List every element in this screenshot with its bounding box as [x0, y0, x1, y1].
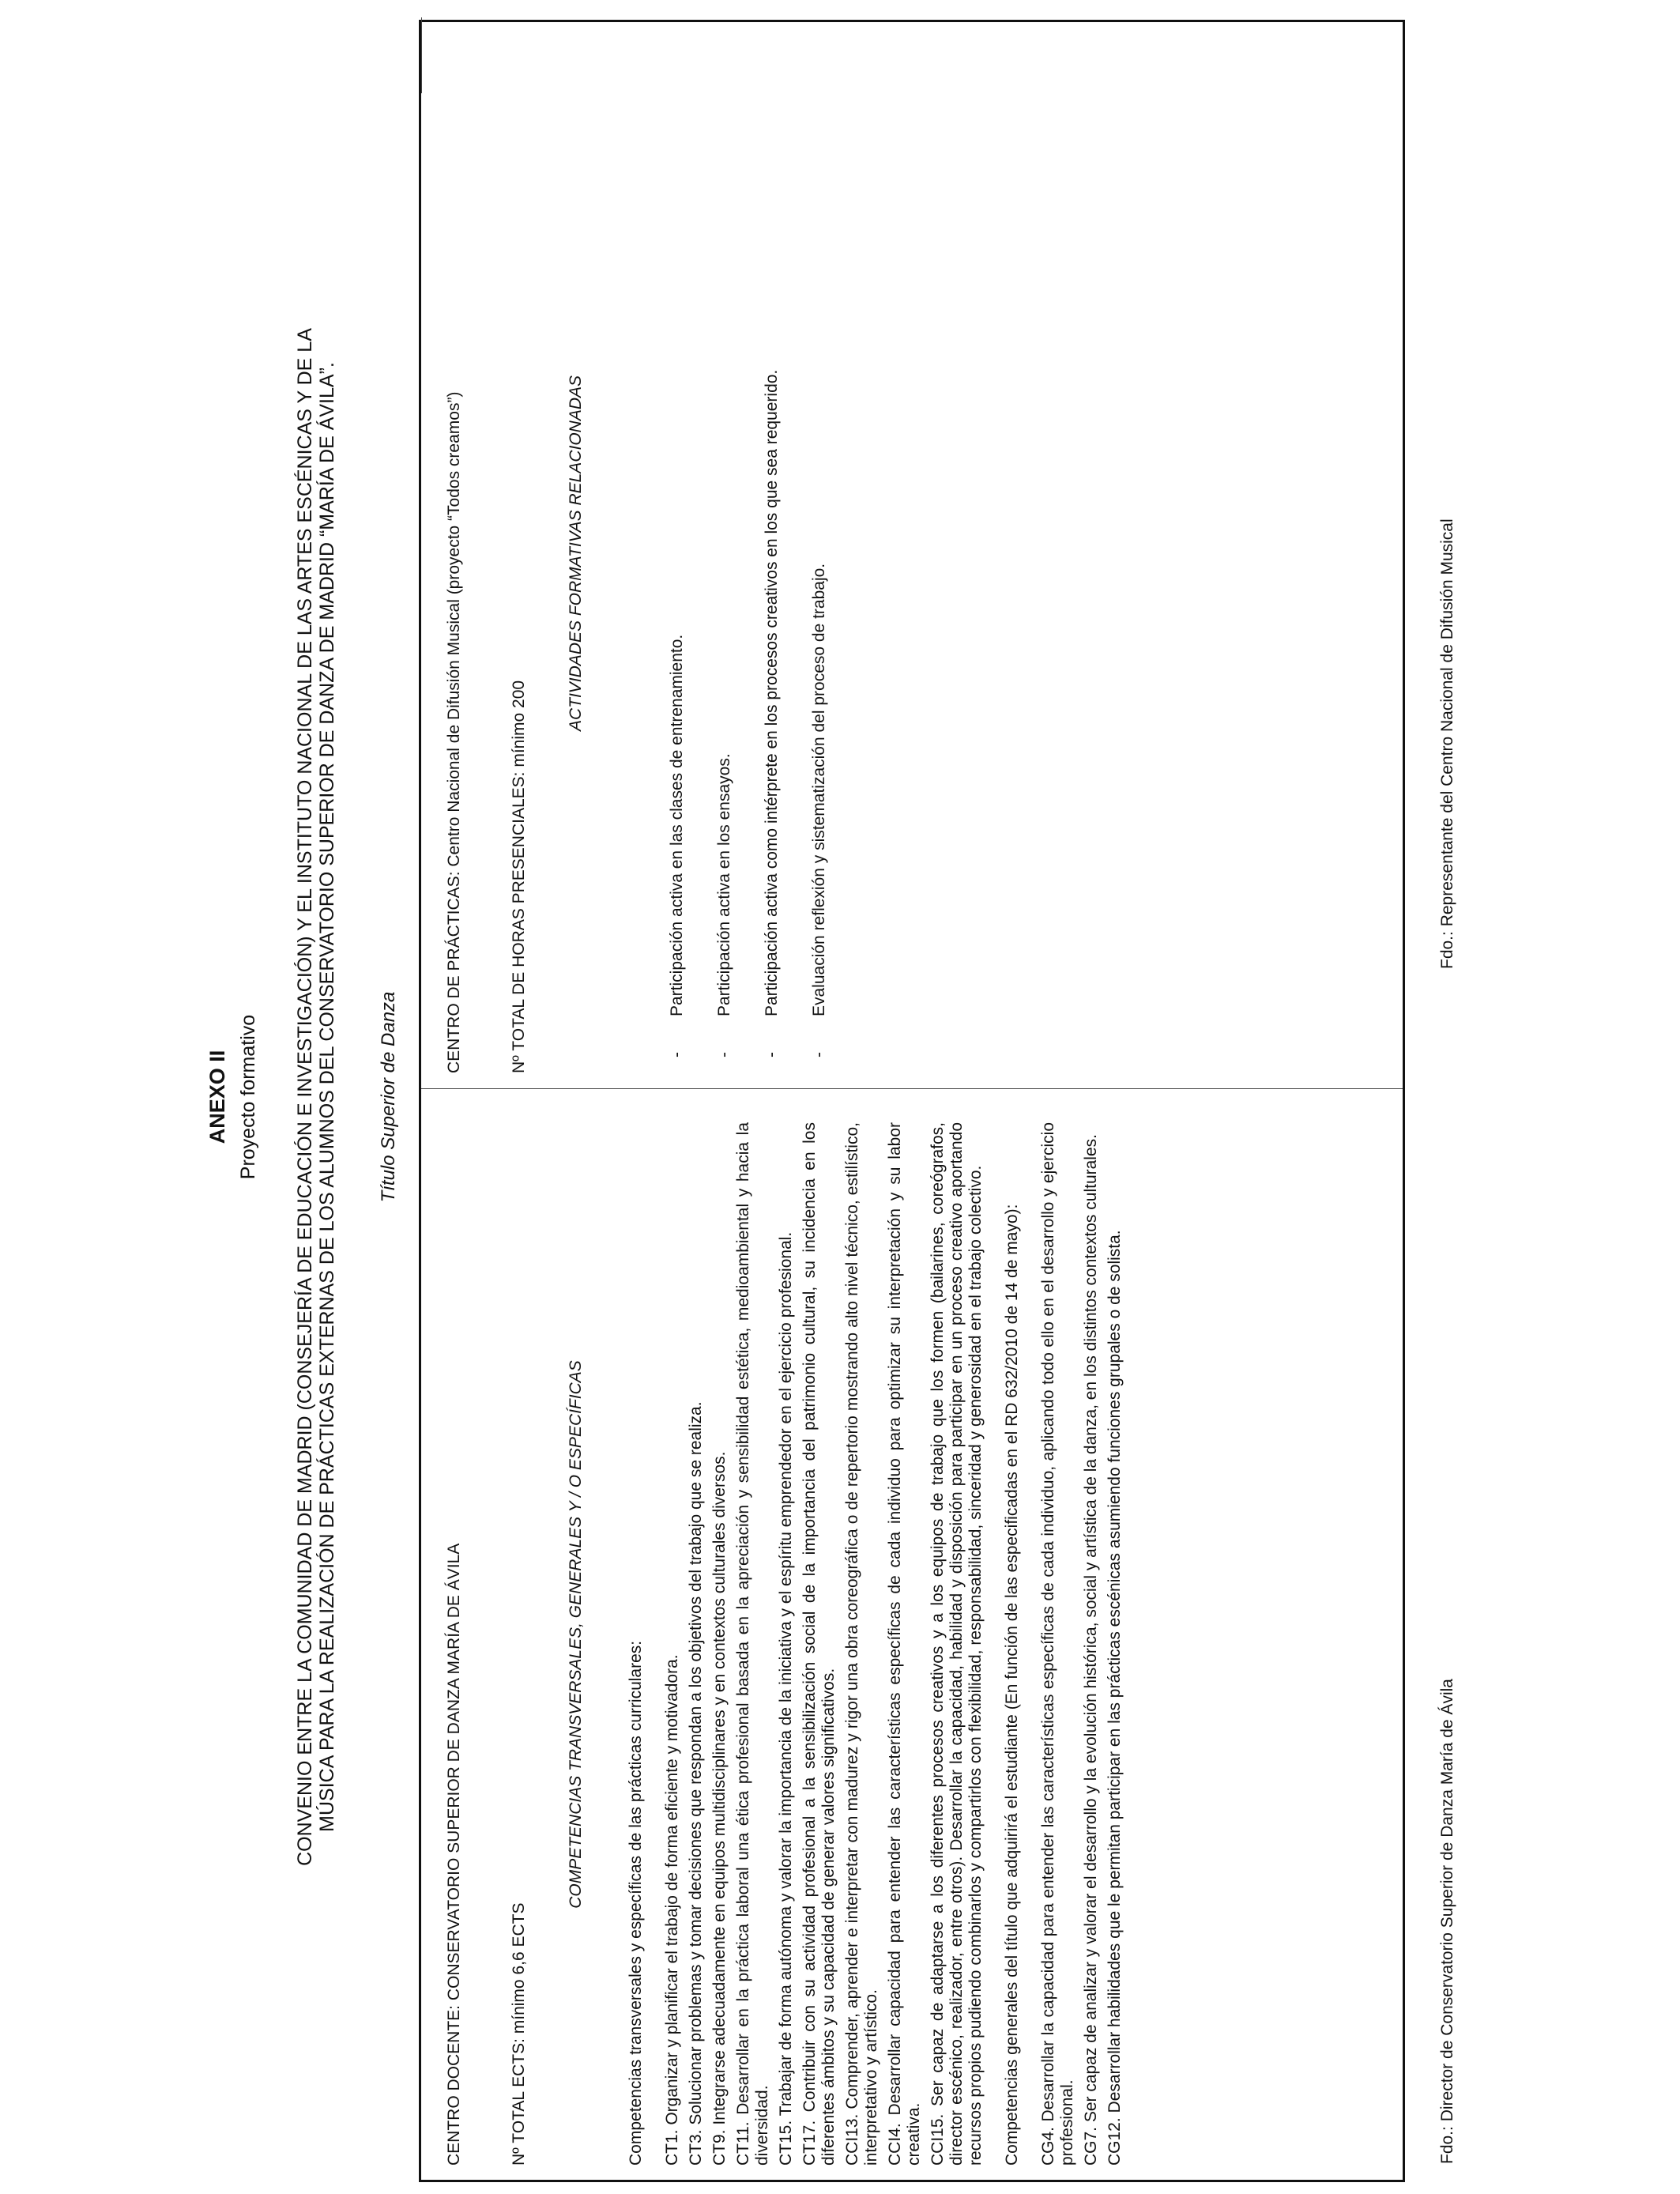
formative-project-table [419, 20, 1405, 2182]
annex-title: ANEXO II [205, 1050, 229, 1144]
competencia-item: CT17. Contribuir con su actividad profesional a la sensibilización social de la importancia del patrimonio cultural, su incidencia en los diferentes ámbitos y su capacidad de generar valores significativos. [800, 1122, 838, 2166]
intro-transversales: Competencias transversales y específicas de las prácticas curriculares: [627, 1640, 645, 2166]
actividad-item [763, 46, 782, 1057]
competencias-header: COMPETENCIAS TRANSVERSALES, GENERALES Y / O ESPECÍFICAS [567, 1360, 585, 1909]
signature-representante: Fdo.: Representante del Centro Nacional de Difusión Musical [1438, 518, 1456, 969]
signature-director: Fdo.: Director de Conservatorio Superior de Danza María de Ávila [1438, 1679, 1456, 2164]
actividad-item [668, 46, 687, 1057]
actividad-text: Participación activa en las clases de entrenamiento. [668, 634, 686, 1016]
competencia-item: CT3. Solucionar problemas y tomar decisiones que respondan a los objetivos del trabajo que se realiza. [687, 1401, 705, 2166]
annex-subtitle: Proyecto formativo [237, 1014, 259, 1180]
intro-generales: Competencias generales del título que adquirirá el estudiante (En función de las especificadas en el RD 632/2010 de 14 de mayo): [1003, 1204, 1021, 2166]
total-horas: Nº TOTAL DE HORAS PRESENCIALES: mínimo 200 [510, 680, 528, 1073]
corner-mark [421, 17, 422, 93]
competencia-item: CCI13. Comprender, aprender e interpretar con madurez y rigor una obra coreográfica o de repertorio mostrando alto nivel técnico, estilístico, interpretativo y artístico. [843, 1122, 880, 2166]
actividad-item [810, 46, 829, 1057]
convenio-title: CONVENIO ENTRE LA COMUNIDAD DE MADRID (CONSEJERÍA DE EDUCACIÓN E INVESTIGACIÓN) Y EL INSTITUTO NACIONAL DE LAS ARTES ESCÉNICAS Y DE LA MÚSICA PARA LA REALIZACIÓN DE PRÁCTICAS EXTERNAS DE LOS ALUMNOS DEL CONSERVATORIO SUPERIOR DE DANZA DE MADRID “MARÍA DE ÁVILA”. [294, 328, 338, 1866]
actividad-text: Participación activa en los ensayos. [715, 753, 733, 1016]
competencias-list [627, 1122, 1129, 2166]
actividad-item [715, 46, 734, 1057]
actividades-list [627, 46, 857, 1057]
bullet-dash: - [715, 1052, 733, 1057]
actividad-text: Participación activa como intérprete en los procesos creativos en los que sea requerido. [763, 369, 781, 1016]
competencia-item: CCI15. Ser capaz de adaptarse a los diferentes procesos creativos y a los equipos de trabajo que los formen (bailarines, coreógrafos, director escénico, realizador, entre otros). Desarrollar la capacidad, habilidad y disposición para participar en un proceso creativo aportando recursos propios pudiendo combinarlos y compartirlos con flexibilidad, responsabilidad, sinceridad y generosidad en el trabajo colectivo. [929, 1122, 985, 2166]
bullet-dash: - [763, 1052, 781, 1057]
general-item: CG7. Ser capaz de analizar y valorar el desarrollo y la evolución histórica, social y artística de la danza, en los distintos contextos culturales. [1082, 1134, 1100, 2166]
actividad-text: Evaluación reflexión y sistematización del proceso de trabajo. [810, 563, 828, 1016]
bullet-dash: - [668, 1052, 686, 1057]
competencia-item: CT9. Integrarse adecuadamente en equipos multidisciplinares y en contextos culturales diversos. [710, 1451, 729, 2166]
titulo-superior: Título Superior de Danza [378, 991, 399, 1203]
general-item: CG4. Desarrollar la capacidad para entender las características específicas de cada individuo, aplicando todo ello en el desarrollo y ejercicio profesional. [1039, 1122, 1076, 2166]
competencia-item: CCI4. Desarrollar capacidad para entender las características específicas de cada individuo para optimizar su interpretación y su labor creativa. [886, 1122, 923, 2166]
general-item: CG12. Desarrollar habilidades que le permitan participar en las prácticas escénicas asumiendo funciones grupales o de solista. [1106, 1230, 1124, 2166]
total-ects: Nº TOTAL ECTS: mínimo 6,6 ECTS [510, 1902, 528, 2166]
competencia-item: CT15. Trabajar de forma autónoma y valorar la importancia de la iniciativa y el espíritu emprendedor en el ejercicio profesional. [777, 1231, 795, 2166]
centro-docente: CENTRO DOCENTE: CONSERVATORIO SUPERIOR DE DANZA MARÍA DE ÁVILA [445, 1543, 463, 2166]
actividades-header: ACTIVIDADES FORMATIVAS RELACIONADAS [567, 375, 585, 732]
competencia-item: CT11. Desarrollar en la práctica laboral una ética profesional basada en la apreciación y sensibilidad estética, medioambiental y hacia la diversidad. [734, 1122, 771, 2166]
bullet-dash: - [810, 1052, 828, 1057]
centro-practicas: CENTRO DE PRÁCTICAS: Centro Nacional de Difusión Musical (proyecto “Todos creamos”) [445, 391, 463, 1073]
competencia-item: CT1. Organizar y planificar el trabajo de forma eficiente y motivadora. [663, 1654, 681, 2166]
